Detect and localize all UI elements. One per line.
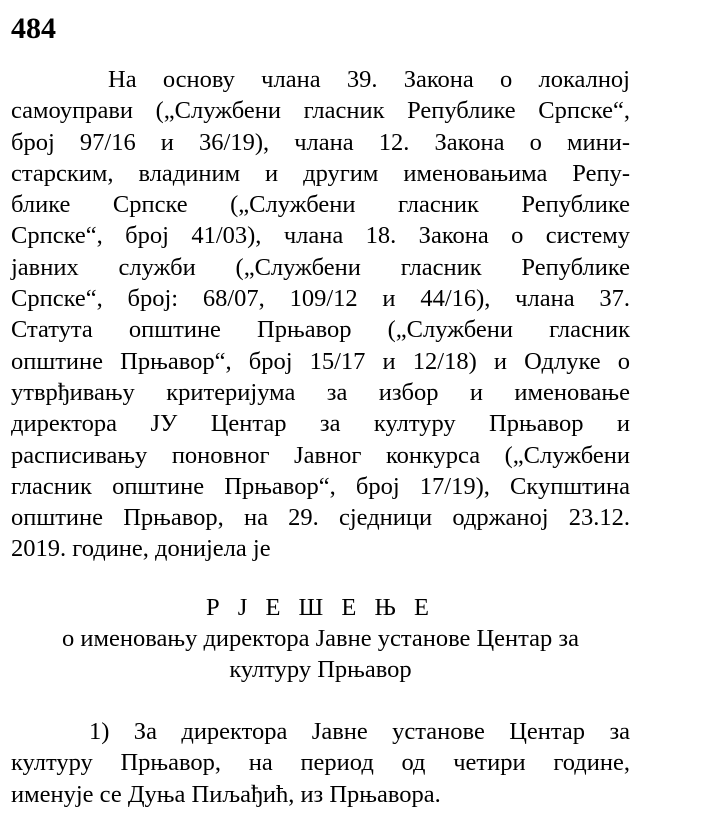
preamble-line: јавних служби („Службени гласник Републике [11, 253, 630, 281]
preamble-paragraph [11, 64, 630, 565]
article-line: културу Прњавор, на период од четири године, [11, 749, 630, 777]
preamble-line: На основу члана 39. Закона о локалној [108, 66, 630, 93]
preamble-line: општине Прњавор“, број 15/17 и 12/18) и Одлуке о [11, 347, 630, 375]
preamble-line: Статута општине Прњавор („Службени гласник [11, 316, 630, 344]
decision-subheading [11, 623, 630, 685]
article-line: именује се Дуња Пиљађић, из Прњавора. [11, 780, 441, 808]
preamble-line: општине Прњавор, на 29. сједници одржаној 23.12. [11, 504, 630, 532]
article-1-paragraph [11, 716, 630, 810]
preamble-line: директора ЈУ Центар за културу Прњавор и [11, 410, 630, 438]
preamble-line: број 97/16 и 36/19), члана 12. Закона о мини- [11, 128, 630, 156]
preamble-line: утврђивању критеријума за избор и именовање [11, 378, 630, 406]
preamble-line: гласник општине Прњавор“, број 17/19), Скупштина [11, 472, 630, 500]
subheading-line: о именовању директора Јавне установе Центар за [62, 625, 579, 652]
article-line: 1) За директора Јавне установе Центар за [89, 718, 630, 745]
subheading-line: културу Прњавор [229, 656, 412, 683]
preamble-line: самоуправи („Службени гласник Републике Српске“, [11, 97, 630, 125]
preamble-line: расписивању поновног Јавног конкурса („Службени [11, 441, 630, 469]
preamble-line: старским, владиним и другим именовањима Репу- [11, 159, 630, 187]
document-number: 484 [11, 12, 56, 45]
preamble-line: блике Српске („Службени гласник Републике [11, 191, 630, 219]
preamble-line: Српске“, број: 68/07, 109/12 и 44/16), члана 37. [11, 285, 630, 313]
decision-heading: Р Ј Е Ш Е Њ Е [206, 594, 435, 621]
preamble-line: 2019. године, донијела је [11, 535, 271, 563]
preamble-line: Српске“, број 41/03), члана 18. Закона о систему [11, 222, 630, 250]
